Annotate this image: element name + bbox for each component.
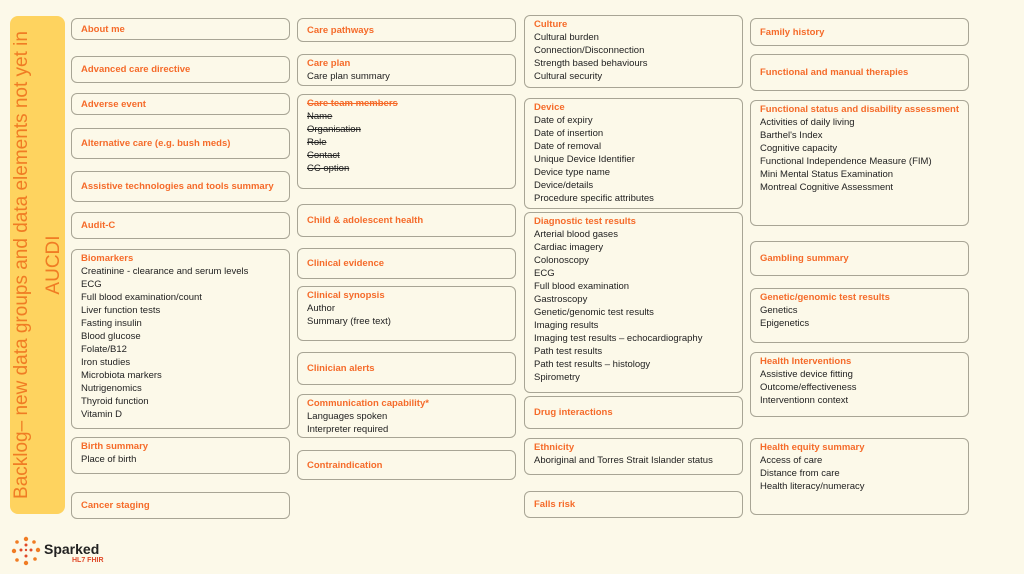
group-item: Blood glucose [81,331,141,342]
group-item: Genetic/genomic test results [534,307,654,318]
group-clinical-synopsis [297,286,516,341]
group-item: Assistive device fitting [760,369,853,380]
group-communication-capability [297,394,516,438]
group-care-team-members [297,94,516,189]
group-item: Aboriginal and Torres Strait Islander status [534,455,713,466]
group-title: Communication capability* [307,398,429,409]
group-item: Organisation [307,124,361,135]
group-functional-status [750,100,969,226]
group-item: Summary (free text) [307,316,391,327]
group-gambling-summary [750,241,969,276]
group-item: Connection/Disconnection [534,45,645,56]
group-item: Mini Mental Status Examination [760,169,894,180]
group-item: ECG [534,268,555,279]
group-item: Fasting insulin [81,318,142,329]
group-title: Ethnicity [534,442,575,453]
group-title: Care team members [307,98,398,109]
group-item: Cultural security [534,71,603,82]
sparked-logo-icon [10,535,42,567]
group-title: Functional and manual therapies [760,67,909,78]
group-item: Iron studies [81,357,131,368]
group-drug-interactions [524,396,743,429]
group-advanced-care-directive [71,56,290,83]
group-health-equity-summary [750,438,969,515]
backlog-sidebar [10,16,65,514]
group-item: Date of expiry [534,115,593,126]
group-item: Role [307,137,327,148]
group-title: About me [81,23,125,35]
group-audit-c [71,212,290,239]
group-item: Name [307,111,333,122]
group-family-history [750,18,969,46]
group-item: Thyroid function [81,396,149,407]
group-title: Assistive technologies and tools summary [81,181,274,192]
sidebar-title: Backlog– new data groups and data elements not yet in AUCDI [10,31,64,499]
group-ethnicity [524,438,743,475]
group-title: Diagnostic test results [534,216,636,227]
group-item: CC option [307,163,350,174]
group-care-pathways [297,18,516,42]
group-title: Clinical evidence [307,258,385,269]
group-culture [524,15,743,88]
group-title: Care pathways [307,24,375,36]
group-item: Author [307,303,335,314]
group-item: Date of removal [534,141,602,152]
group-adverse-event [71,93,290,115]
group-item: Cardiac imagery [534,242,604,253]
group-item: Path test results [534,346,603,357]
sparked-logo [10,533,120,569]
group-genetic-genomic-test-results [750,288,969,343]
group-item: Full blood examination [534,281,630,292]
group-item: Montreal Cognitive Assessment [760,182,894,193]
group-functional-manual-therapies [750,54,969,91]
group-item: Activities of daily living [760,117,855,128]
group-item: Outcome/effectiveness [760,382,857,393]
group-item: Imaging results [534,320,599,331]
group-title: Functional status and disability assessment [760,104,960,115]
group-title: Falls risk [534,499,576,510]
group-title: Alternative care (e.g. bush meds) [81,138,231,149]
group-item: Genetics [760,305,798,316]
group-item: Arterial blood gases [534,229,618,240]
group-device [524,98,743,209]
group-title: Genetic/genomic test results [760,292,890,303]
group-cancer-staging [71,492,290,519]
group-item: Cultural burden [534,32,599,43]
group-item: ECG [81,279,102,290]
logo-subtitle: HL7 FHIR [72,557,104,564]
group-item: Cognitive capacity [760,143,838,154]
group-title: Audit-C [81,220,116,231]
group-birth-summary [71,437,290,474]
group-title: Biomarkers [81,253,134,264]
group-title: Clinical synopsis [307,290,385,301]
group-item: Colonoscopy [534,255,589,266]
group-falls-risk [524,491,743,518]
group-item: Nutrigenomics [81,383,142,394]
group-item: Distance from care [760,468,840,479]
group-item: Path test results – histology [534,359,651,370]
group-assistive-technologies [71,171,290,202]
group-item: Gastroscopy [534,294,588,305]
group-title: Contraindication [307,459,383,471]
group-title: Health equity summary [760,442,865,453]
group-title: Cancer staging [81,500,150,511]
group-item: Epigenetics [760,318,810,329]
group-title: Drug interactions [534,407,613,418]
group-item: Unique Device Identifier [534,154,635,165]
group-item: Interventionn context [760,395,849,406]
group-title: Device [534,102,565,113]
group-title: Care plan [307,58,351,69]
group-item: Languages spoken [307,411,388,422]
group-contraindication [297,450,516,480]
group-about-me [71,18,290,40]
group-title: Culture [534,19,568,30]
group-item: Contact [307,150,340,161]
group-item: Interpreter required [307,424,389,435]
group-item: Care plan summary [307,71,390,82]
group-item: Folate/B12 [81,344,127,355]
group-item: Full blood examination/count [81,292,202,303]
group-clinical-evidence [297,248,516,279]
group-item: Creatinine - clearance and serum levels [81,266,249,277]
group-item: Strength based behaviours [534,58,648,69]
group-title: Adverse event [81,98,146,110]
group-care-plan [297,54,516,86]
group-item: Place of birth [81,454,137,465]
group-child-adolescent-health [297,204,516,237]
group-alternative-care [71,128,290,159]
group-item: Spirometry [534,372,580,383]
group-clinician-alerts [297,352,516,385]
group-health-interventions [750,352,969,417]
group-item: Microbiota markers [81,370,162,381]
group-biomarkers [71,249,290,429]
group-item: Liver function tests [81,305,161,316]
group-item: Functional Independence Measure (FIM) [760,156,932,167]
group-item: Barthel's Index [760,130,823,141]
group-item: Device/details [534,180,594,191]
group-title: Gambling summary [760,253,849,264]
group-item: Access of care [760,455,823,466]
group-diagnostic-test-results [524,212,743,393]
group-title: Advanced care directive [81,64,191,75]
group-title: Health Interventions [760,356,852,367]
group-item: Procedure specific attributes [534,193,654,204]
group-item: Vitamin D [81,409,123,420]
group-item: Health literacy/numeracy [760,481,865,492]
group-item: Imaging test results – echocardiography [534,333,703,344]
group-title: Clinician alerts [307,363,375,374]
logo-wordmark: Sparked [44,541,100,557]
group-item: Date of insertion [534,128,604,139]
group-title: Child & adolescent health [307,215,424,226]
group-title: Family history [760,26,825,38]
group-title: Birth summary [81,441,149,452]
group-item: Device type name [534,167,611,178]
